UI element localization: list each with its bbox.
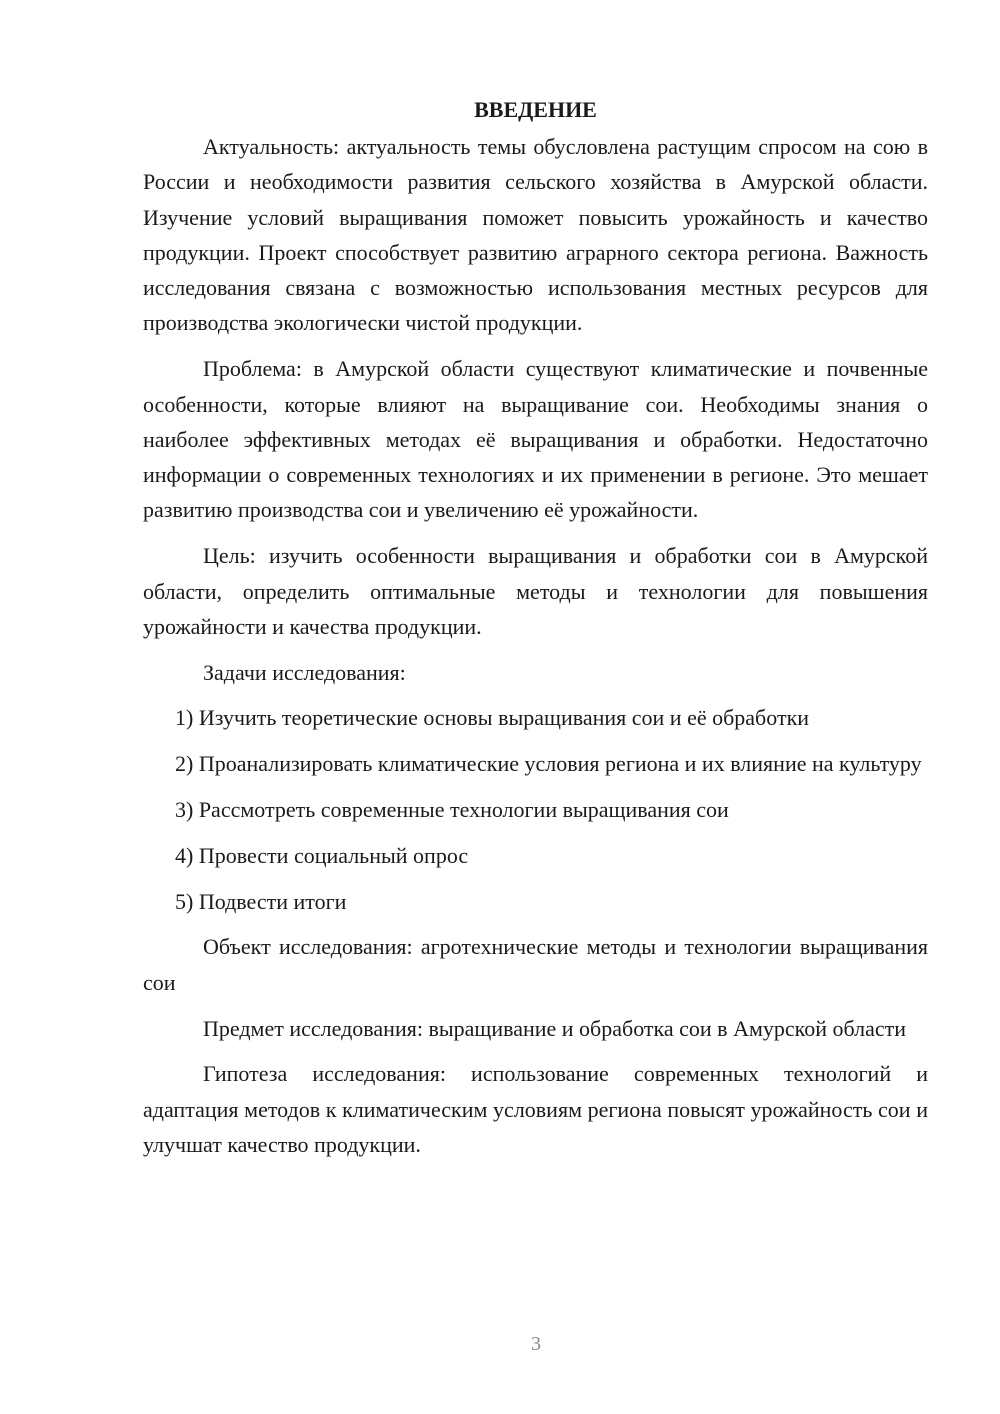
task-item: 1) Изучить теоретические основы выращивания сои и её обработки — [175, 705, 810, 731]
page-number: 3 — [531, 1333, 541, 1355]
task-item: 3) Рассмотреть современные технологии выращивания сои — [175, 797, 729, 823]
paragraph-relevance: Актуальность: актуальность темы обусловлена растущим спросом на сою в России и необходимости развития сельского хозяйства в Амурской области. Изучение условий выращивания поможет повысить урожайность и качество продукции. Проект способствует развитию аграрного сектора региона. Важность исследования связана с возможностью использования местных ресурсов для производства экологически чистой продукции. — [143, 134, 928, 336]
task-item: 4) Провести социальный опрос — [175, 842, 469, 868]
task-item: 5) Подвести итоги — [175, 888, 347, 914]
paragraph-subject: Предмет исследования: выращивание и обработка сои в Амурской области — [203, 1015, 907, 1041]
task-item: 2) Проанализировать климатические условия региона и их влияние на культуру — [175, 751, 922, 777]
paragraph-hypothesis: Гипотеза исследования: использование современных технологий и адаптация методов к климатическим условиям региона повысят урожайность сои и улучшат качество продукции. — [143, 1061, 928, 1157]
tasks-heading: Задачи исследования: — [203, 659, 406, 685]
paragraph-problem: Проблема: в Амурской области существуют климатические и почвенные особенности, которые влияют на выращивание сои. Необходимы знания о наиболее эффективных методах её выращивания и обработки. Недостаточно информации о современных технологиях и их применении в регионе. Это мешает развитию производства сои и увеличению её урожайности. — [143, 356, 928, 523]
paragraph-object: Объект исследования: агротехнические методы и технологии выращивания сои — [143, 934, 928, 995]
document-page — [143, 92, 928, 1173]
paragraph-goal: Цель: изучить особенности выращивания и обработки сои в Амурской области, определить оптимальные методы и технологии для повышения урожайности и качества продукции. — [143, 543, 928, 639]
section-heading: ВВЕДЕНИЕ — [474, 97, 597, 122]
